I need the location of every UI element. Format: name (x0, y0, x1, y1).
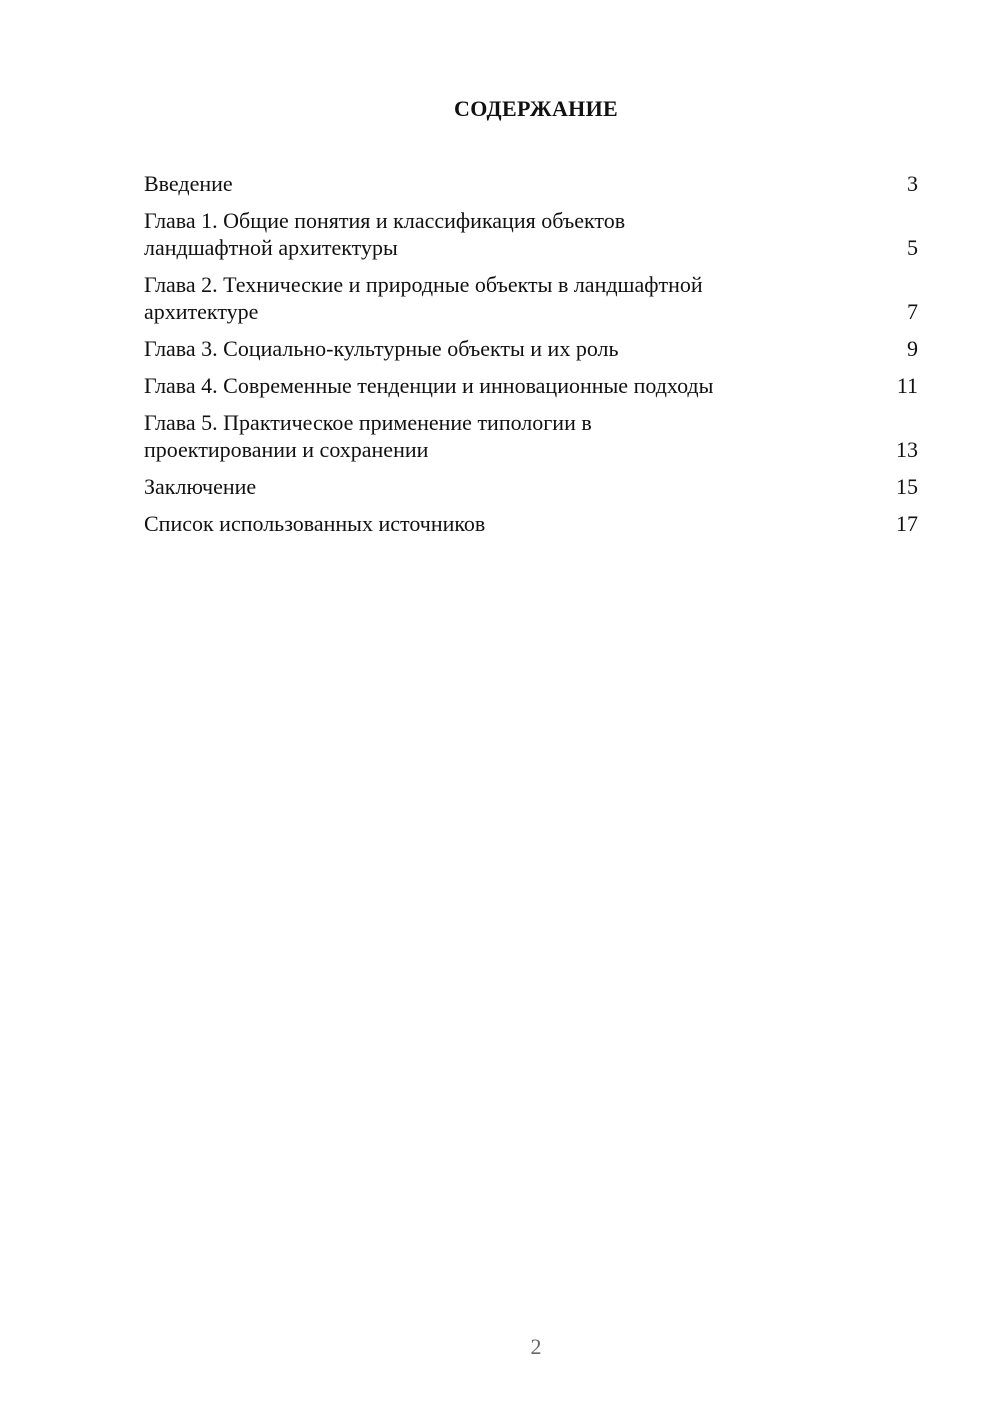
toc-entry-introduction (144, 170, 918, 197)
toc-entry-chapter-5 (144, 409, 918, 463)
toc-entry-page: 3 (907, 171, 918, 196)
toc-entry-page: 17 (896, 511, 918, 536)
toc-entry-page: 5 (907, 235, 918, 260)
toc-entry-chapter-3 (144, 335, 918, 362)
toc-list (144, 170, 918, 547)
toc-entry-chapter-4 (144, 372, 918, 399)
toc-entry-title: Глава 3. Социально-культурные объекты и их роль (144, 336, 619, 361)
toc-entry-title: Список использованных источников (144, 511, 486, 536)
toc-entry-page: 11 (896, 373, 918, 398)
page-number: 2 (530, 1334, 542, 1359)
toc-entry-title: Глава 1. Общие понятия и классификация объектов ландшафтной архитектуры (144, 208, 626, 260)
toc-entry-conclusion (144, 473, 918, 500)
toc-entry-title: Глава 4. Современные тенденции и инновационные подходы (144, 373, 714, 398)
toc-entry-references (144, 510, 918, 537)
toc-heading: СОДЕРЖАНИЕ (454, 96, 618, 121)
toc-entry-page: 9 (907, 336, 918, 361)
toc-entry-page: 13 (896, 437, 918, 462)
toc-entry-chapter-1 (144, 207, 918, 261)
toc-entry-page: 7 (907, 299, 918, 324)
toc-entry-title: Глава 5. Практическое применение типологии в проектировании и сохранении (144, 410, 592, 462)
toc-entry-chapter-2 (144, 271, 918, 325)
toc-entry-title: Введение (144, 171, 233, 196)
toc-entry-title: Заключение (144, 474, 257, 499)
toc-entry-title: Глава 2. Технические и природные объекты в ландшафтной архитектуре (144, 272, 703, 324)
toc-entry-page: 15 (896, 474, 918, 499)
